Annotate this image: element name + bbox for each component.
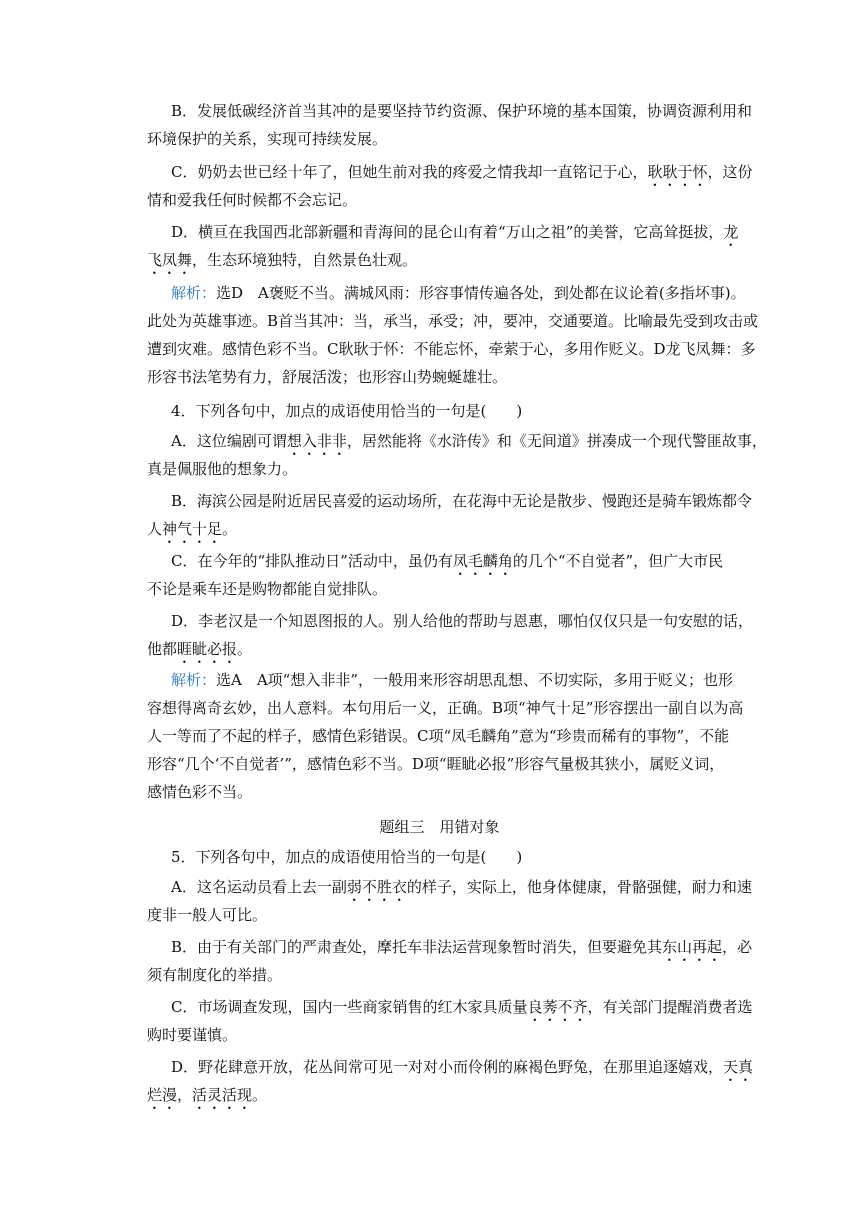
option-4d <box>147 607 754 663</box>
text-line: 感情色彩不当。 <box>147 783 253 801</box>
text-run: 。 <box>252 1086 268 1104</box>
dotted-idiom: 龙 <box>723 223 739 241</box>
option-3b <box>147 97 753 153</box>
option-4b <box>147 487 753 543</box>
text-line <box>147 158 753 186</box>
dotted-idiom: 耿耿于怀 <box>647 163 708 181</box>
analysis-3 <box>147 279 759 391</box>
text-line <box>147 427 767 455</box>
section-heading: 题组三 用错对象 <box>379 818 500 836</box>
option-5b <box>147 933 753 989</box>
text-run: B．由于有关部门的严肃查处，摩托车非法运营现象暂时消失，但要避免其 <box>171 938 663 956</box>
text-run: C．奶奶去世已经十年了，但她生前对我的疼爱之情我却一直铭记于心， <box>171 163 648 181</box>
text-line: 购时要谨慎。 <box>147 1026 238 1044</box>
text-run: D．野花肆意开放，花丛间常可见一对对小而伶俐的麻褐色野兔，在那里追逐嬉戏， <box>171 1058 724 1076</box>
text-line: 此处为英雄事迹。B首当其冲：当，承当，承受；冲，要冲，交通要道。比喻最先受到攻击或 <box>147 312 759 330</box>
text-run: 选A A项“想入非非”，一般用来形容胡思乱想、不切实际，多用于贬义；也形 <box>216 671 734 689</box>
text-run: 选D A褒贬不当。满城风雨：形容事情传遍各处，到处都在议论着(多指坏事)。 <box>216 284 746 302</box>
text-run: ，有关部门提醒消费者选 <box>587 998 753 1016</box>
text-line: D．李老汉是一个知恩图报的人。别人给他的帮助与恩惠，哪怕仅仅只是一句安慰的话， <box>171 612 754 630</box>
text-run: 的几个“不自觉者”，但广大市民 <box>512 552 724 570</box>
text-line: 度非一般人可比。 <box>147 906 268 924</box>
option-3c <box>147 158 753 214</box>
question-5 <box>147 843 732 871</box>
text-run: ，生态环境独特，自然景色壮观。 <box>192 251 418 269</box>
text-line: 形容书法笔势有力，舒展活泼；也形容山势蜿蜒雄壮。 <box>147 368 508 386</box>
option-5a <box>147 873 752 929</box>
option-3d <box>147 218 739 274</box>
dotted-idiom: 想入非非 <box>286 432 347 450</box>
text-line: 真是佩服他的想象力。 <box>147 460 298 478</box>
text-line: 不论是乘车还是购物都能自觉排队。 <box>147 580 388 598</box>
dotted-idiom: 良莠不齐 <box>527 998 588 1016</box>
text-line <box>147 547 732 575</box>
text-line <box>147 635 732 663</box>
dotted-idiom: 飞凤舞 <box>147 251 193 269</box>
dotted-idiom: 天真 <box>723 1058 754 1076</box>
text-line <box>147 993 753 1021</box>
text-line <box>147 515 732 543</box>
text-line: 须有制度化的举措。 <box>147 966 283 984</box>
option-4a <box>147 427 767 483</box>
text-run: ，居然能将《水浒传》和《无间道》拼凑成一个现代警匪故事， <box>346 432 767 450</box>
text-run: 人 <box>147 520 163 538</box>
text-run: ，这份 <box>707 163 753 181</box>
text-line: 环境保护的关系，实现可持续发展。 <box>147 130 388 148</box>
analysis-label: 解析： <box>171 284 217 302</box>
text-line: B．海滨公园是附近居民喜爱的运动场所，在花海中无论是散步、慢跑还是骑车锻炼都令 <box>171 492 753 510</box>
text-line <box>147 246 732 274</box>
text-run: 。 <box>237 640 253 658</box>
dotted-idiom: 烂漫，活灵活现 <box>147 1086 253 1104</box>
dotted-idiom: 神气十足 <box>162 520 223 538</box>
dotted-idiom: 睚眦必报 <box>177 640 238 658</box>
text-line <box>147 1081 732 1109</box>
dotted-idiom: 弱不胜衣 <box>346 878 407 896</box>
text-line <box>147 1053 754 1081</box>
text-line: 容想得离奇玄妙，出人意料。本句用后一义，正确。B项“神气十足”形容摆出一副自以为高 <box>147 699 744 717</box>
analysis-4 <box>147 666 744 806</box>
text-run: ，必 <box>722 938 753 956</box>
option-4c <box>147 547 732 603</box>
dotted-idiom: 东山再起 <box>662 938 723 956</box>
dotted-idiom: 凤毛麟角 <box>452 552 513 570</box>
text-line: 情和爱我任何时候都不会忘记。 <box>147 191 358 209</box>
text-line: B．发展低碳经济首当其冲的是要坚持节约资源、保护环境的基本国策，协调资源利用和 <box>171 102 753 120</box>
text-line <box>147 218 739 246</box>
text-run: 。 <box>222 520 238 538</box>
text-line: 人一等而了不起的样子，感情色彩错误。C项“凤毛麟角”意为“珍贵而稀有的事物”，不能 <box>147 727 730 745</box>
text-run: D．横亘在我国西北部新疆和青海间的昆仑山有着“万山之祖”的美誉，它高耸挺拔， <box>171 223 724 241</box>
question-4 <box>147 397 732 425</box>
text-line: 形容“几个‘不自觉者’”，感情色彩不当。D项“睚眦必报”形容气量极其狭小，属贬义词， <box>147 755 725 773</box>
text-run: C．市场调查发现，国内一些商家销售的红木家具质量 <box>171 998 528 1016</box>
question-stem: 5．下列各句中，加点的成语使用恰当的一句是( ) <box>171 848 523 866</box>
question-stem: 4．下列各句中，加点的成语使用恰当的一句是( ) <box>171 402 523 420</box>
text-line <box>147 666 732 694</box>
text-line: 遭到灾难。感情色彩不当。C耿耿于怀：不能忘怀，牵萦于心，多用作贬义。D龙飞凤舞：多 <box>147 340 756 358</box>
option-5c <box>147 993 753 1049</box>
text-run: A．这名运动员看上去一副 <box>171 878 347 896</box>
text-line <box>147 279 746 307</box>
text-line <box>147 933 753 961</box>
text-run: A．这位编剧可谓 <box>171 432 287 450</box>
text-run: 的样子，实际上，他身体健康，骨骼强健，耐力和速 <box>406 878 752 896</box>
text-run: C．在今年的“排队推动日”活动中，虽仍有 <box>171 552 453 570</box>
analysis-label: 解析： <box>171 671 217 689</box>
option-5d <box>147 1053 754 1109</box>
text-run: 他都 <box>147 640 178 658</box>
text-line <box>147 873 752 901</box>
